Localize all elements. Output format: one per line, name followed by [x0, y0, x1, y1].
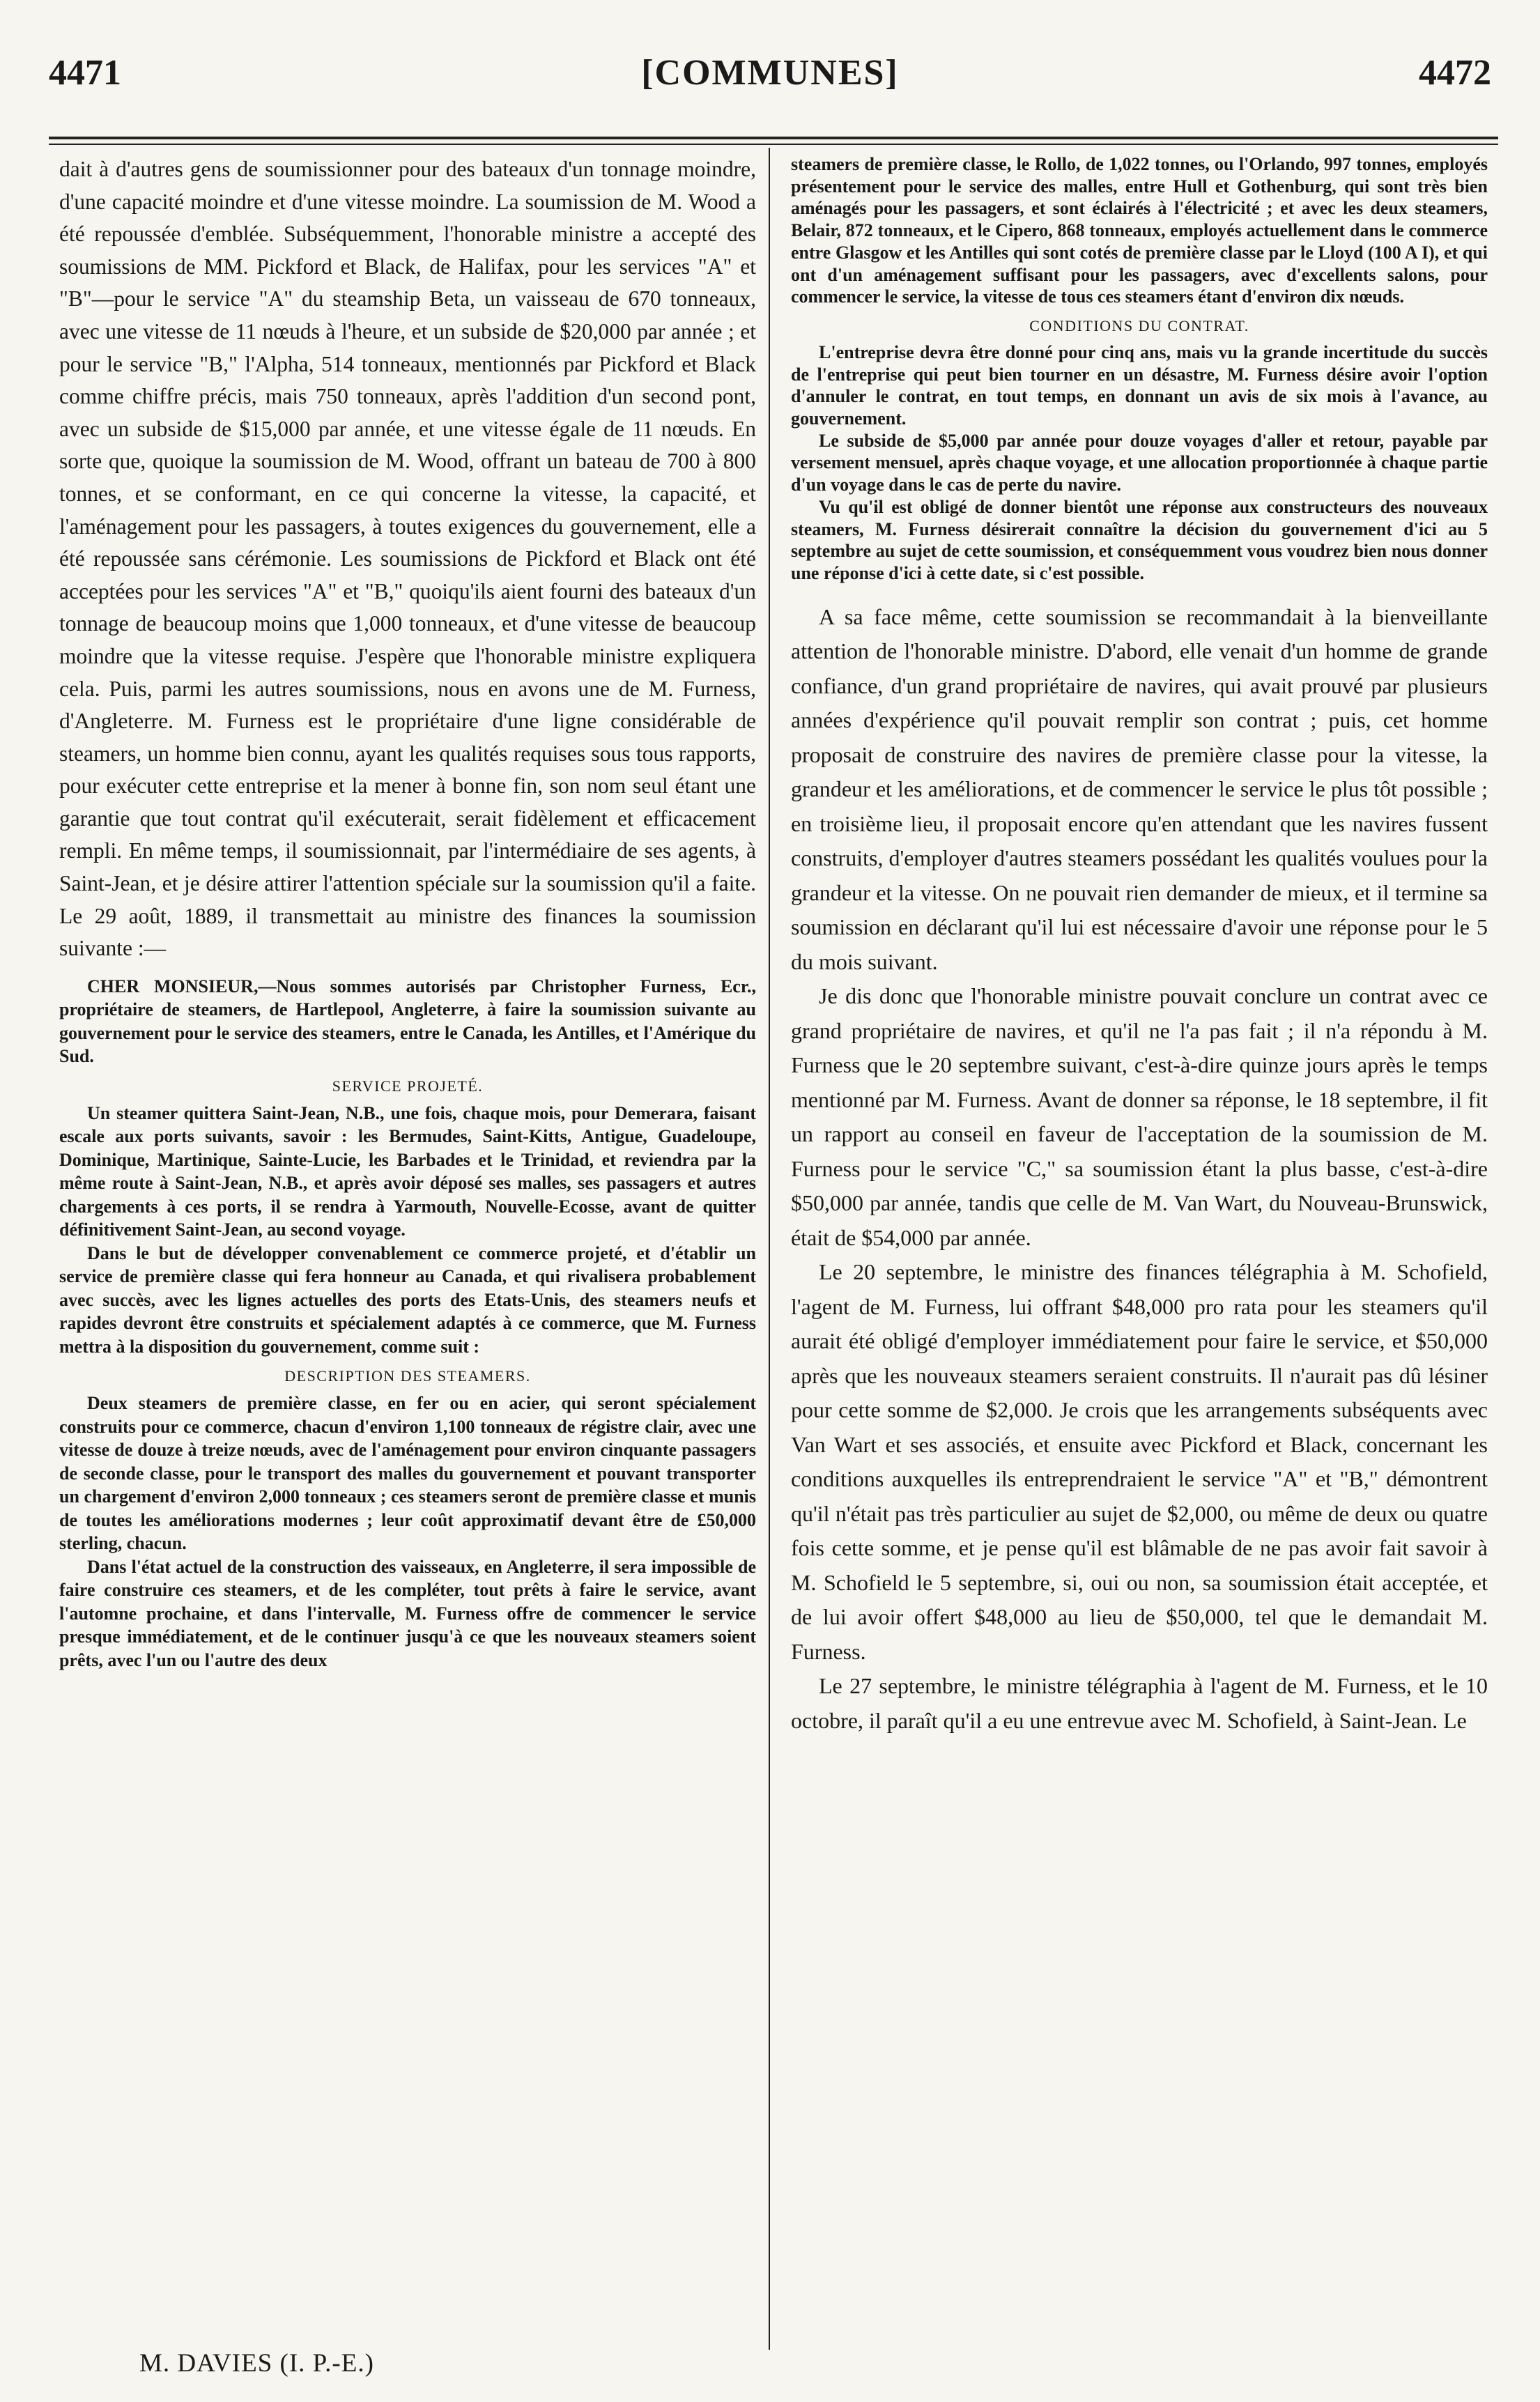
- right-paragraph-je-dis: Je dis donc que l'honorable ministre pouvait conclure un contrat avec ce grand propriétaire de navires, et qu'il ne l'a pas fait ; il n'a répondu à M. Furness que le 20 septembre suivant, c'est-à-dire quinze jours après le temps mentionné par M. Furness. Avant de donner sa réponse, le 18 septembre, il fit un rapport au conseil en faveur de l'acceptation de la soumission de M. Furness pour le service "C," sa soumission étant la plus basse, c'est-à-dire $50,000 par année, tandis que celle de M. Van Wart, du Nouveau-Brunswick, était de $54,000 par année.: [791, 983, 1488, 1250]
- heading-description-steamers: DESCRIPTION DES STEAMERS.: [284, 1367, 531, 1385]
- speaker-footer: M. DAVIES (I. P.-E.): [139, 2349, 374, 2378]
- column-divider: [769, 148, 770, 2350]
- heading-service-projete: SERVICE PROJETÉ.: [332, 1077, 484, 1095]
- letter-paragraph-construction: Dans l'état actuel de la construction des vaisseaux, en Angleterre, il sera impossible de faire construire ces steamers, et de les compléter, tout prêts à faire le service, avant l'automne prochaine, et dans l'intervalle, M. Furness offre de commencer le service presque immédiatement, et de le continuer jusqu'à ce que les nouveaux steamers soient prêts, avec l'un ou l'autre des deux: [59, 1556, 756, 1670]
- letter-paragraph-contract-term: L'entreprise devra être donné pour cinq ans, mais vu la grande incertitude du succès de l'entreprise qui peut bien tourner en un désastre, M. Furness désire avoir l'option d'annuler le contrat, en tout temps, en donnant un avis de six mois à l'avance, au gouvernement.: [791, 341, 1488, 429]
- right-paragraph-face: A sa face même, cette soumission se recommandait à la bienveillante attention de l'honorable ministre. D'abord, elle venait d'un homme de grande confiance, d'un grand propriétaire de navires, qui avait prouvé par plusieurs années d'expérience qu'il pouvait remplir son contrat ; puis, cet homme proposait de construire des navires de première classe pour la vitesse, la grandeur et les améliorations, et de commencer le service le plus tôt possible ; en troisième lieu, il proposait encore qu'en attendant que les navires fussent construits, d'employer d'autres steamers possédant les qualités voulues pour la grandeur et la vitesse. On ne pouvait rien demander de mieux, et il termine sa soumission en déclarant qu'il lui est nécessaire d'avoir une réponse pour le 5 du mois suivant.: [791, 603, 1488, 974]
- heading-conditions-contrat: CONDITIONS DU CONTRAT.: [1029, 316, 1249, 334]
- page-header: [42, 42, 1498, 105]
- letter-salutation: CHER MONSIEUR,—Nous sommes autorisés par Christopher Furness, Ecr., propriétaire de steamers, de Hartlepool, Angleterre, à faire la soumission suivante au gouvernement pour le service des steamers, entre le Canada, les Antilles, et l'Amérique du Sud.: [59, 976, 756, 1067]
- running-title: [COMMUNES]: [641, 53, 899, 93]
- left-column: [59, 153, 756, 1672]
- page-number-right: 4472: [1419, 53, 1491, 93]
- letter-paragraph-service: Un steamer quittera Saint-Jean, N.B., une fois, chaque mois, pour Demerara, faisant escale aux ports suivants, savoir : les Bermudes, Saint-Kitts, Antigue, Guadeloupe, Dominique, Martinique, Sainte-Lucie, les Barbades et le Trinidad, et reviendra par la même route à Saint-Jean, N.B., et après avoir déposé ses malles, ses passagers et autres chargements à ces ports, il se rendra à Yarmouth, Nouvelle-Ecosse, avant de quitter définitivement Saint-Jean, au second voyage.: [59, 1102, 756, 1240]
- right-column: [791, 153, 1488, 1738]
- right-paragraph-27-septembre: Le 27 septembre, le ministre télégraphia à l'agent de M. Furness, et le 10 octobre, il paraît qu'il a eu une entrevue avec M. Schofield, à Saint-Jean. Le: [791, 1673, 1488, 1733]
- letter-paragraph-steamers: Deux steamers de première classe, en fer ou en acier, qui seront spécialement construits pour ce commerce, chacun d'environ 1,100 tonneaux de régistre clair, avec une vitesse de douze à treize nœuds, avec de l'aménagement pour environ cinquante passagers de seconde classe, pour le transport des malles du gouvernement et pouvant transporter un chargement d'environ 2,000 tonneaux ; ces steamers seront de première classe et munis de toutes les améliorations modernes ; leur coût approximatif devant être de £50,000 sterling, chacun.: [59, 1393, 756, 1554]
- letter-paragraph-response-date: Vu qu'il est obligé de donner bientôt une réponse aux constructeurs des nouveaux steamers, M. Furness désirerait connaître la décision du gouvernement d'ici au 5 septembre au sujet de cette soumission, et conséquemment vous voudrez bien nous donner une réponse d'ici à cette date, si c'est possible.: [791, 496, 1488, 583]
- letter-paragraph-development: Dans le but de développer convenablement ce commerce projeté, et d'établir un service de première classe qui fera honneur au Canada, et qui rivalisera probablement avec succès, avec les lignes actuelles des ports des Etats-Unis, des steamers neufs et rapides devront être construits et spécialement adaptés à ce commerce, que M. Furness mettra à la disposition du gouvernement, comme suit :: [59, 1242, 756, 1357]
- left-paragraph-1: dait à d'autres gens de soumissionner pour des bateaux d'un tonnage moindre, d'une capacité moindre et d'une vitesse moindre. La soumission de M. Wood a été repoussée d'emblée. Subséquemment, l'honorable ministre a accepté des soumissions de MM. Pickford et Black, de Halifax, pour les services "A" et "B"—pour le service "A" du steamship Beta, un vaisseau de 670 tonneaux, avec une vitesse de 11 nœuds à l'heure, et un subside de $20,000 par année ; et pour le service "B," l'Alpha, 514 tonneaux, mentionnés par Pickford et Black comme chiffre précis, mais 750 tonneaux, après l'addition d'un second pont, avec un subside de $15,000 par année, et une vitesse égale de 11 nœuds. En sorte que, quoique la soumission de M. Wood, offrant un bateau de 700 à 800 tonnes, et se conformant, en ce qui concerne la vitesse, la capacité, et l'aménagement pour les passagers, à toutes exigences du gouvernement, elle a été repoussée sans cérémonie. Les soumissions de Pickford et Black ont été acceptées pour les services "A" et "B," quoiqu'ils aient fourni des bateaux d'un tonnage de beaucoup moins que 1,000 tonneaux, et d'une vitesse de beaucoup moindre que la vitesse requise. J'espère que l'honorable ministre expliquera cela. Puis, parmi les autres soumissions, nous en avons une de M. Furness, d'Angleterre. M. Furness est le propriétaire d'une ligne considérable de steamers, un homme bien connu, ayant les qualités requises sous tous rapports, pour exécuter cette entreprise et la mener à bonne fin, son nom seul étant une garantie que tout contrat qu'il exécuterait, serait fidèlement et efficacement rempli. En même temps, il soumissionnait, par l'intermédiaire de ses agents, à Saint-Jean, et je désire attirer l'attention spéciale sur la soumission qu'il a faite. Le 29 août, 1889, il transmettait au ministre des finances la soumission suivante :—: [59, 157, 756, 961]
- page-number-left: 4471: [49, 53, 121, 93]
- right-paragraph-20-septembre: Le 20 septembre, le ministre des finances télégraphia à M. Schofield, l'agent de M. Furness, lui offrant $48,000 pro rata pour les steamers qu'il aurait été obligé d'employer immédiatement pour faire le service, et $50,000 après que les nouveaux steamers seraient construits. Il n'aurait pas dû lésiner pour cette somme de $2,000. Je crois que les arrangements subséquents avec Van Wart et ses associés, et ensuite avec Pickford et Black, concernant les conditions auxquelles ils entreprendraient le service "A" et "B," démontrent qu'il n'était pas très particulier au sujet de $2,000, ou même de deux ou quatre fois cette somme, et je pense qu'il est blâmable de ne pas avoir fait savoir à M. Schofield le 5 septembre, si, oui ou non, sa soumission était acceptée, et de lui avoir offert $48,000 au lieu de $50,000, tel que le demandait M. Furness.: [791, 1259, 1488, 1664]
- letter-paragraph-subsidy: Le subside de $5,000 par année pour douze voyages d'aller et retour, payable par versement mensuel, après chaque voyage, et une allocation proportionnée à chaque partie d'un voyage dans le cas de perte du navire.: [791, 430, 1488, 495]
- header-rule-thin: [49, 144, 1498, 145]
- header-rule-thick: [49, 137, 1498, 139]
- letter-paragraph-interim-steamers: steamers de première classe, le Rollo, de 1,022 tonnes, ou l'Orlando, 997 tonnes, employés présentement pour le service des malles, entre Hull et Gothenburg, qui sont très bien aménagés pour les passagers, et sont éclairés à l'électricité ; et avec les deux steamers, Belair, 872 tonneaux, et le Cipero, 868 tonneaux, employés actuellement dans le commerce entre Glasgow et les Antilles qui sont cotés de première classe par le Lloyd (100 A I), et qui ont d'un aménagement suffisant pour les passagers, avec d'excellents salons, pour commencer le service, la vitesse de tous ces steamers étant d'environ dix nœuds.: [791, 154, 1488, 307]
